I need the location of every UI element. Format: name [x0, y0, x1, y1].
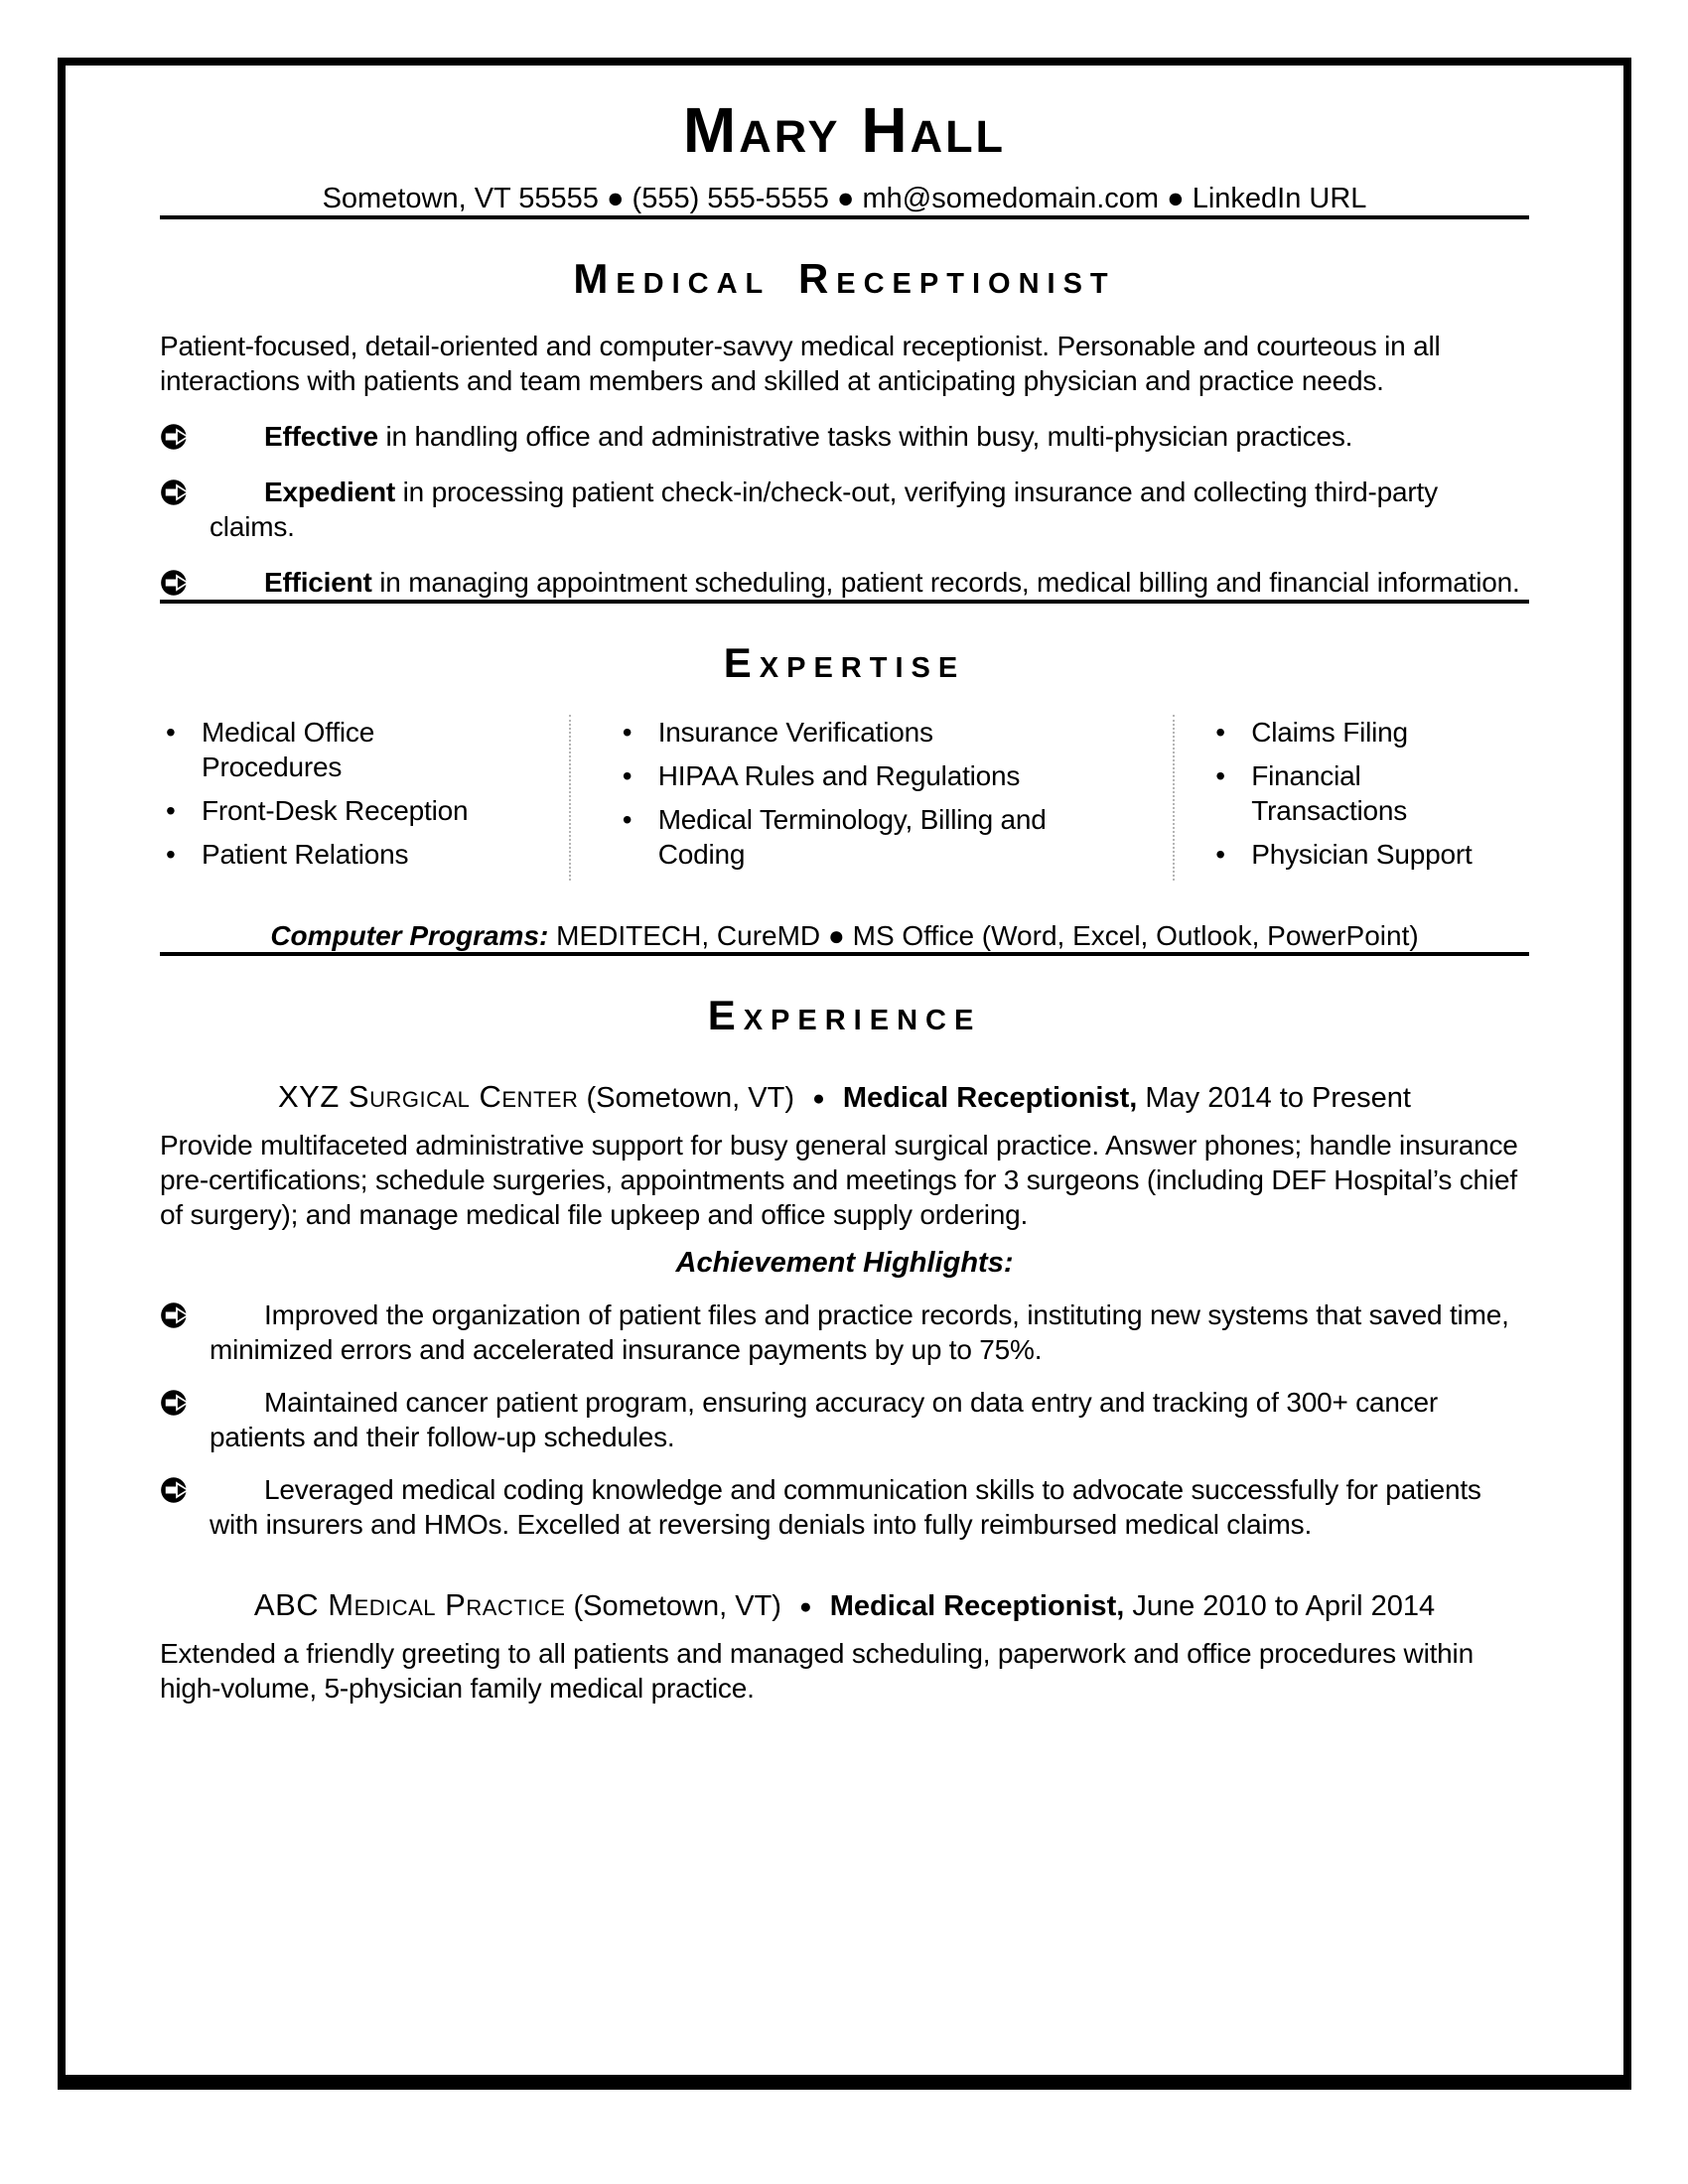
expertise-item: • Insurance Verifications	[617, 715, 1055, 750]
job-separator-dot: ●	[799, 1594, 812, 1618]
expertise-item: • Claims Filing	[1209, 715, 1479, 750]
arrow-bullet-icon	[160, 1388, 190, 1418]
expertise-column	[160, 715, 569, 881]
bullet-lead: Expedient	[264, 476, 396, 507]
job-role: Medical Receptionist,	[842, 1081, 1138, 1114]
expertise-list	[617, 715, 1055, 872]
job-entry	[160, 1079, 1529, 1542]
expertise-columns	[160, 715, 1529, 881]
expertise-item: • Financial Transactions	[1209, 758, 1479, 828]
section-divider	[160, 600, 1529, 604]
bullet-lead: Efficient	[264, 566, 372, 598]
arrow-bullet-icon	[160, 1475, 190, 1505]
bullet-text: in managing appointment scheduling, patient records, medical billing and financial information.	[371, 566, 1520, 598]
expertise-item: • Medical Terminology, Billing and Coding	[617, 802, 1055, 872]
job-entry	[160, 1587, 1529, 1706]
job-description: Extended a friendly greeting to all patients and managed scheduling, paperwork and office procedures within high-volume, 5-physician family medical practice.	[160, 1637, 1474, 1704]
expertise-item: • Front-Desk Reception	[160, 793, 470, 828]
highlight-text: Maintained cancer patient program, ensuring accuracy on data entry and tracking of 300+ cancer patients and their follow-up schedules.	[210, 1386, 1439, 1452]
highlight-text: Leveraged medical coding knowledge and communication skills to advocate successfully for patients with insurers and HMOs. Excelled at reversing denials into fully reimbursed medical claims.	[210, 1473, 1481, 1540]
objective-bullet	[160, 475, 1529, 544]
expertise-section-title: Expertise	[723, 638, 966, 686]
contact-line: Sometown, VT 55555 ● (555) 555-5555 ● mh@somedomain.com ● LinkedIn URL	[322, 182, 1367, 214]
bullet-text: in handling office and administrative tasks within busy, multi-physician practices.	[377, 420, 1353, 452]
computer-programs-line	[160, 920, 1529, 952]
job-dates: May 2014 to Present	[1145, 1081, 1411, 1114]
job-role: Medical Receptionist,	[829, 1589, 1125, 1622]
section-divider	[160, 215, 1529, 219]
highlight-text: Improved the organization of patient files and practice records, instituting new systems that saved time, minimized errors and accelerated insurance payments by up to 75%.	[210, 1298, 1509, 1365]
company-name: XYZ Surgical Center	[278, 1078, 579, 1114]
expertise-item: • Medical Office Procedures	[160, 715, 470, 784]
bullet-lead: Effective	[264, 420, 378, 452]
highlight-bullet	[160, 1472, 1529, 1542]
job-description: Provide multifaceted administrative support for busy general surgical practice. Answer phones; handle insurance pre-certifications; schedule surgeries, appointments and meetings for 3 surgeons (including DEF Hospital’s chief of surgery); and manage medical file upkeep and office supply ordering.	[160, 1129, 1518, 1230]
arrow-bullet-icon	[160, 1300, 190, 1330]
bullet-text: in processing patient check-in/check-out, verifying insurance and collecting third-party claims.	[210, 476, 1438, 542]
job-location: (Sometown, VT)	[573, 1589, 781, 1622]
objective-section-title: Medical Receptionist	[573, 254, 1116, 302]
achievement-highlights-label: Achievement Highlights:	[675, 1246, 1014, 1279]
job-heading	[160, 1079, 1529, 1115]
computer-programs-label: Computer Programs:	[270, 919, 549, 951]
expertise-list	[160, 715, 470, 872]
objective-bullet	[160, 565, 1529, 600]
highlight-bullet	[160, 1385, 1529, 1454]
resume-page-frame	[58, 58, 1631, 2090]
computer-programs-value: MEDITECH, CureMD ● MS Office (Word, Excel, Outlook, PowerPoint)	[548, 919, 1419, 951]
expertise-item: • Patient Relations	[160, 837, 470, 872]
expertise-item: • HIPAA Rules and Regulations	[617, 758, 1055, 793]
arrow-bullet-icon	[160, 422, 190, 452]
resume-name: Mary Hall	[682, 94, 1007, 166]
expertise-item: • Physician Support	[1209, 837, 1479, 872]
job-heading	[160, 1587, 1529, 1623]
job-dates: June 2010 to April 2014	[1132, 1589, 1436, 1622]
objective-bullet	[160, 419, 1529, 454]
achievement-highlights-list	[160, 1297, 1529, 1542]
expertise-column	[1173, 715, 1529, 881]
job-location: (Sometown, VT)	[586, 1081, 794, 1114]
arrow-bullet-icon	[160, 568, 190, 598]
highlight-bullet	[160, 1297, 1529, 1367]
expertise-column	[569, 715, 1174, 881]
expertise-list	[1209, 715, 1479, 872]
job-separator-dot: ●	[812, 1086, 825, 1110]
summary-paragraph: Patient-focused, detail-oriented and computer-savvy medical receptionist. Personable and courteous in all interactions with patients and team members and skilled at anticipating physician and practice needs.	[160, 330, 1441, 396]
experience-section-title: Experience	[707, 991, 982, 1038]
section-divider	[160, 952, 1529, 956]
company-name: ABC Medical Practice	[253, 1586, 566, 1622]
arrow-bullet-icon	[160, 478, 190, 507]
